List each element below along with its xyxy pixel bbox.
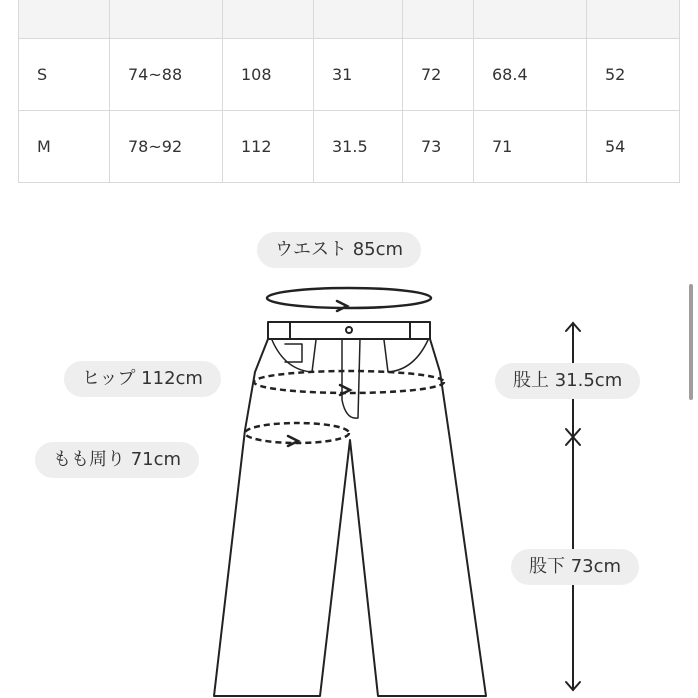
pocket-right: [384, 340, 428, 372]
cell-thigh: 71: [474, 111, 587, 183]
cell-rise: 31.5: [314, 111, 403, 183]
pants-waistband: [268, 322, 430, 339]
cell-hem: 54: [587, 111, 680, 183]
cell-inseam: 72: [403, 39, 474, 111]
button-icon: [346, 327, 352, 333]
cell-waist: 78~92: [110, 111, 223, 183]
cell-size: M: [19, 111, 110, 183]
rise-label: 股上 31.5cm: [495, 363, 640, 399]
cell-hip: 112: [223, 111, 314, 183]
hip-label: ヒップ 112cm: [64, 361, 221, 397]
cell-rise: 31: [314, 39, 403, 111]
cell-hip: 108: [223, 39, 314, 111]
waist-measure-loop: [267, 288, 431, 308]
pocket-left: [272, 340, 316, 372]
scrollbar[interactable]: [689, 284, 693, 400]
cell-thigh: 68.4: [474, 39, 587, 111]
cell-hem: 52: [587, 39, 680, 111]
waist-arrow-icon: [337, 301, 347, 311]
thigh-arrow-icon: [288, 436, 298, 446]
cell-size: S: [19, 39, 110, 111]
coin-pocket: [285, 344, 302, 362]
inseam-label: 股下 73cm: [511, 549, 639, 585]
cell-inseam: 73: [403, 111, 474, 183]
pants-fly: [342, 339, 360, 418]
thigh-label: もも周り 71cm: [35, 442, 199, 478]
cell-waist: 74~88: [110, 39, 223, 111]
waist-label: ウエスト 85cm: [257, 232, 421, 268]
